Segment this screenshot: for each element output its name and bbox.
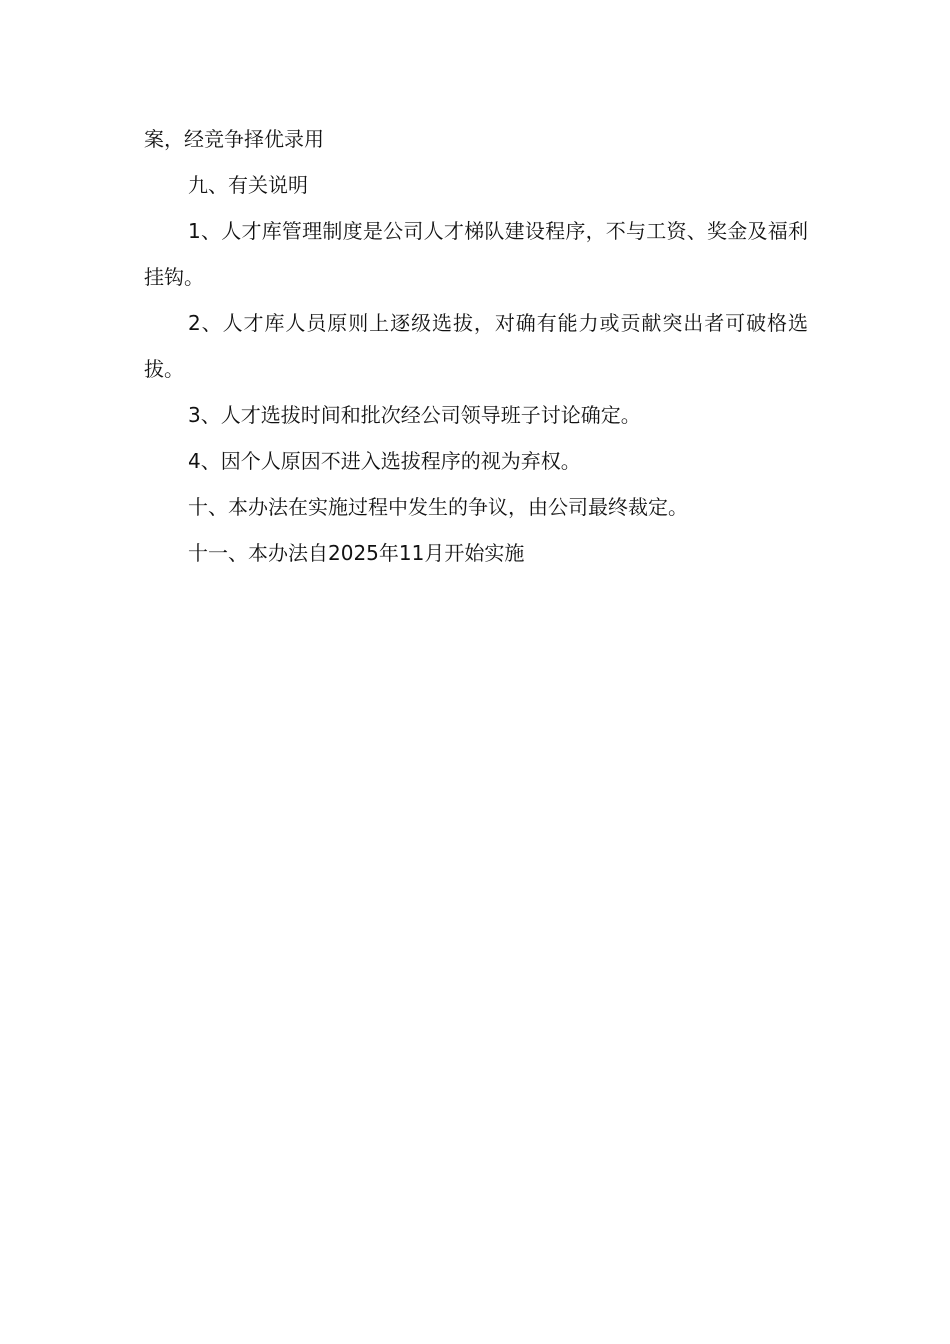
section-heading-10: 十、本办法在实施过程中发生的争议，由公司最终裁定。 bbox=[188, 495, 688, 519]
paragraph-item-3: 3、人才选拔时间和批次经公司领导班子讨论确定。 bbox=[188, 403, 641, 427]
paragraph-continuation: 案，经竞争择优录用 bbox=[144, 127, 324, 151]
paragraph-item-4: 4、因个人原因不进入选拔程序的视为弃权。 bbox=[188, 449, 581, 473]
paragraph-item-2: 2、人才库人员原则上逐级选拔，对确有能力或贡献突出者可破格选拔。 bbox=[144, 311, 808, 381]
section-heading-9: 九、有关说明 bbox=[188, 173, 308, 197]
document-body bbox=[144, 116, 808, 576]
section-heading-11: 十一、本办法自2025年11月开始实施 bbox=[188, 541, 525, 565]
paragraph-item-1: 1、人才库管理制度是公司人才梯队建设程序，不与工资、奖金及福利挂钩。 bbox=[144, 219, 808, 289]
